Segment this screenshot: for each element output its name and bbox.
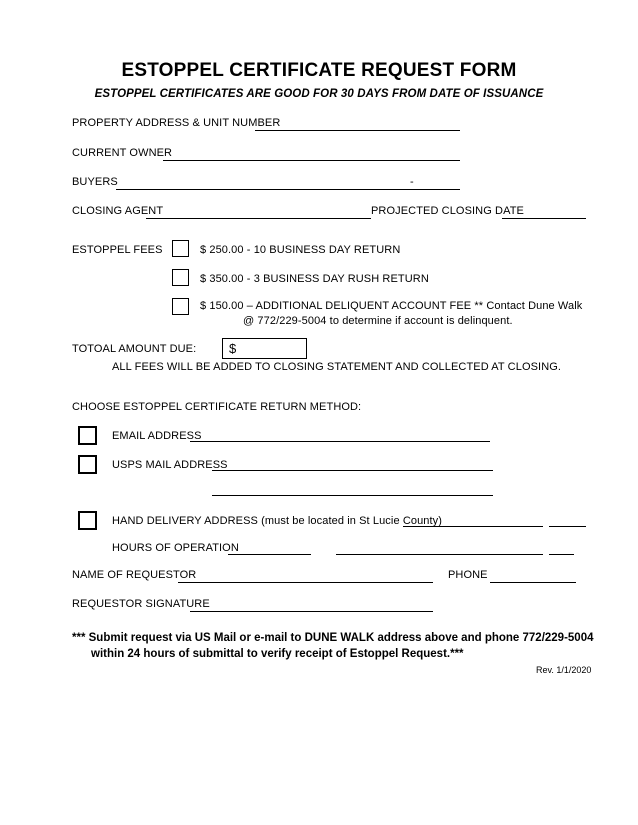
current-owner-label: CURRENT OWNER (72, 147, 173, 159)
buyers-label: BUYERS (72, 176, 118, 188)
total-amount-input[interactable] (222, 338, 307, 359)
hours-of-operation-input[interactable] (228, 554, 311, 555)
requestor-signature-label: REQUESTOR SIGNATURE (72, 598, 210, 610)
hand-delivery-address-input-2[interactable] (549, 526, 586, 527)
fee-option-3-continuation: @ 772/229-5004 to determine if account is delinquent. (243, 315, 513, 327)
fee-option-1-checkbox[interactable] (172, 240, 189, 257)
return-method-email-label: EMAIL ADDRESS (112, 430, 202, 442)
estoppel-fees-label: ESTOPPEL FEES (72, 244, 163, 256)
hours-of-operation-label: HOURS OF OPERATION (112, 542, 239, 554)
requestor-name-input[interactable] (178, 582, 433, 583)
return-method-usps-label: USPS MAIL ADDRESS (112, 459, 228, 471)
revision-label: Rev. 1/1/2020 (536, 665, 592, 675)
property-address-label: PROPERTY ADDRESS & UNIT NUMBER (72, 117, 281, 129)
total-amount-label: TOTOAL AMOUNT DUE: (72, 343, 197, 355)
projected-closing-date-input[interactable] (502, 218, 586, 219)
footer-line-2: within 24 hours of submittal to verify receipt of Estoppel Request.*** (91, 648, 464, 660)
total-amount-note: ALL FEES WILL BE ADDED TO CLOSING STATEMENT AND COLLECTED AT CLOSING. (112, 361, 562, 373)
currency-symbol: $ (229, 341, 237, 356)
page-subtitle: ESTOPPEL CERTIFICATES ARE GOOD FOR 30 DAYS FROM DATE OF ISSUANCE (94, 88, 544, 100)
buyers-input[interactable] (116, 189, 460, 190)
fee-option-3-checkbox[interactable] (172, 298, 189, 315)
projected-closing-date-label: PROJECTED CLOSING DATE (371, 205, 524, 217)
requestor-signature-input[interactable] (190, 611, 433, 612)
return-method-email-checkbox[interactable] (78, 426, 97, 445)
fee-option-3-label: $ 150.00 – ADDITIONAL DELIQUENT ACCOUNT FEE ** Contact Dune Walk (200, 300, 583, 312)
property-address-input[interactable] (255, 130, 460, 131)
phone-label: PHONE (448, 569, 488, 581)
return-method-heading: CHOOSE ESTOPPEL CERTIFICATE RETURN METHOD: (72, 401, 362, 413)
hours-of-operation-input-2[interactable] (336, 554, 543, 555)
closing-agent-label: CLOSING AGENT (72, 205, 164, 217)
buyers-separator: - (410, 176, 414, 188)
return-method-hand-delivery-checkbox[interactable] (78, 511, 97, 530)
fee-option-2-label: $ 350.00 - 3 BUSINESS DAY RUSH RETURN (200, 273, 429, 285)
hand-delivery-address-input[interactable] (403, 526, 543, 527)
email-address-input[interactable] (190, 441, 490, 442)
page-title: ESTOPPEL CERTIFICATE REQUEST FORM (121, 60, 517, 81)
usps-address-input[interactable] (212, 470, 493, 471)
footer-line-1: *** Submit request via US Mail or e-mail to DUNE WALK address above and phone 772/229-5004 (72, 632, 594, 644)
requestor-name-label: NAME OF REQUESTOR (72, 569, 197, 581)
return-method-usps-checkbox[interactable] (78, 455, 97, 474)
hours-of-operation-input-3[interactable] (549, 554, 574, 555)
closing-agent-input[interactable] (146, 218, 371, 219)
return-method-hand-delivery-label: HAND DELIVERY ADDRESS (must be located in St Lucie County) (112, 515, 443, 527)
usps-address-input-line2[interactable] (212, 495, 493, 496)
fee-option-2-checkbox[interactable] (172, 269, 189, 286)
fee-option-1-label: $ 250.00 - 10 BUSINESS DAY RETURN (200, 244, 401, 256)
phone-input[interactable] (490, 582, 576, 583)
current-owner-input[interactable] (163, 160, 460, 161)
